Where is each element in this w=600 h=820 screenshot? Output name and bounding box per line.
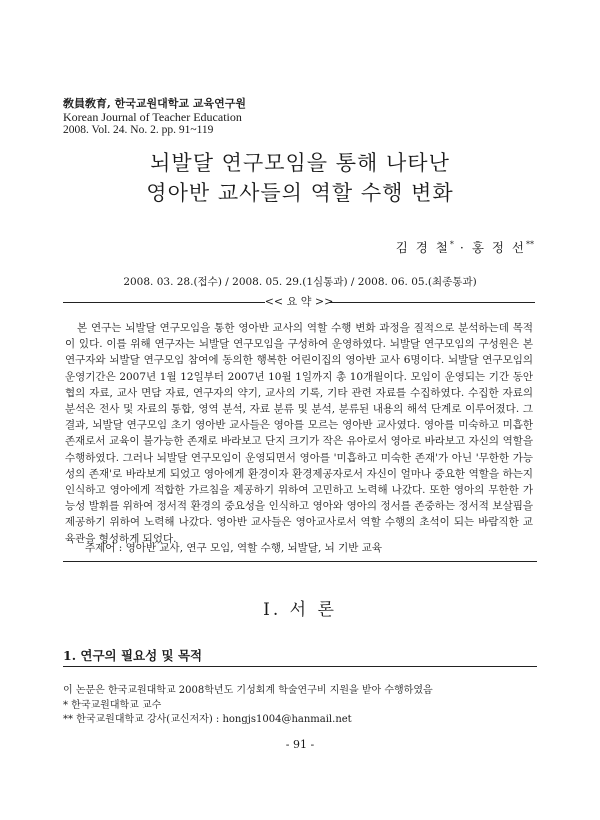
author-separator: · <box>453 240 472 255</box>
footnotes <box>63 684 433 728</box>
footnote-divider <box>63 666 537 667</box>
paper-title <box>0 148 600 208</box>
footnote-author-1: * 한국교원대학교 교수 <box>63 699 162 711</box>
journal-info <box>63 97 246 138</box>
journal-english-name: Korean Journal of Teacher Education <box>63 109 242 124</box>
subsection-title: 1. 연구의 필요성 및 목적 <box>63 648 203 663</box>
abstract-heading <box>63 295 535 309</box>
submission-dates: 2008. 03. 28.(접수) / 2008. 05. 29.(1심통과) / 2008. 06. 05.(최종통과) <box>123 276 477 288</box>
journal-name: 敎員敎育, 한국교원대학교 교육연구원 <box>63 97 246 110</box>
author-1-mark: * <box>449 239 454 249</box>
abstract-heading-rule-right <box>329 302 535 303</box>
author-1: 김 경 철 <box>395 240 450 255</box>
author-2: 홍 정 선 <box>471 240 526 255</box>
footnote-author-2: ** 한국교원대학교 강사(교신저자) : hongjs1004@hanmail.net <box>63 714 352 725</box>
abstract-heading-label: << 요 약 >> <box>264 295 334 308</box>
author-2-mark: ** <box>526 239 534 249</box>
title-line-1: 뇌발달 연구모임을 통해 나타난 <box>150 151 450 175</box>
title-line-2: 영아반 교사들의 역할 수행 변화 <box>146 181 454 205</box>
abstract-bottom-rule <box>63 561 537 562</box>
journal-volume-info: 2008. Vol. 24. No. 2. pp. 91~119 <box>63 124 214 136</box>
section-title: Ⅰ. 서 론 <box>263 600 337 620</box>
footnote-funding: 이 논문은 한국교원대학교 2008학년도 기성회계 학술연구비 지원을 받아 수행하였음 <box>63 685 433 696</box>
abstract-body: 본 연구는 뇌발달 연구모임을 통한 영아반 교사의 역할 수행 변화 과정을 질적으로 분석하는데 목적이 있다. 이를 위해 연구자는 뇌발달 연구모임을 구성하여 운영하였다. 뇌발달 연구모임의 구성원은 본 연구자와 뇌발달 연구모임 참여에 동의한 행복한 어린이집의 영아반 교사 6명이다. 뇌발달 연구모임의 운영기간은 2007년 1월 12일부터 2007년 10월 1일까지 총 10개월이다. 모임이 운영되는 기간 동안 협의 자료, 교사 면담 자료, 연구자의 약기, 교사의 기록, 기타 관련 자료를 수집하였다. 수집한 자료의 분석은 전사 및 자료의 통합, 영역 분석, 자료 분류 및 분석, 분류된 내용의 해석 단계로 이루어졌다. 그 결과, 뇌발달 연구모임 초기 영아반 교사들은 영아를 모르는 영아반 교사였다. 영아를 미숙하고 미흡한 존재로서 교육이 불가능한 존재로 바라보고 단지 크기가 작은 유아로서 영아로 바라보고 자신의 역할을 수행하였다. 그러나 뇌발달 연구모임이 운영되면서 영아를 '미흡하고 미숙한 존재'가 아닌 '무한한 가능성의 존재'로 바라보게 되었고 영아에게 환경이자 환경제공자로서 자신이 얼마나 중요한 역할을 하는지 인식하고 영아에게 적합한 가르침을 제공하기 위하여 고민하고 노력해 나갔다. 또한 영아의 무한한 가능성 발휘를 위하여 정서적 환경의 중요성을 인식하고 영아와 영아의 정서를 존중하는 정서적 보살핌을 제공하기 위하여 노력해 나갔다. 영아반 교사들은 영아교사로서 역할 수행의 초석이 되는 바람직한 교육관을 형성하게 되었다. <box>65 322 533 545</box>
page-number: - 91 - <box>285 738 315 751</box>
author-list <box>396 238 534 256</box>
keywords: 주제어 : 영아반 교사, 연구 모임, 역할 수행, 뇌발달, 뇌 기반 교육 <box>85 542 383 554</box>
